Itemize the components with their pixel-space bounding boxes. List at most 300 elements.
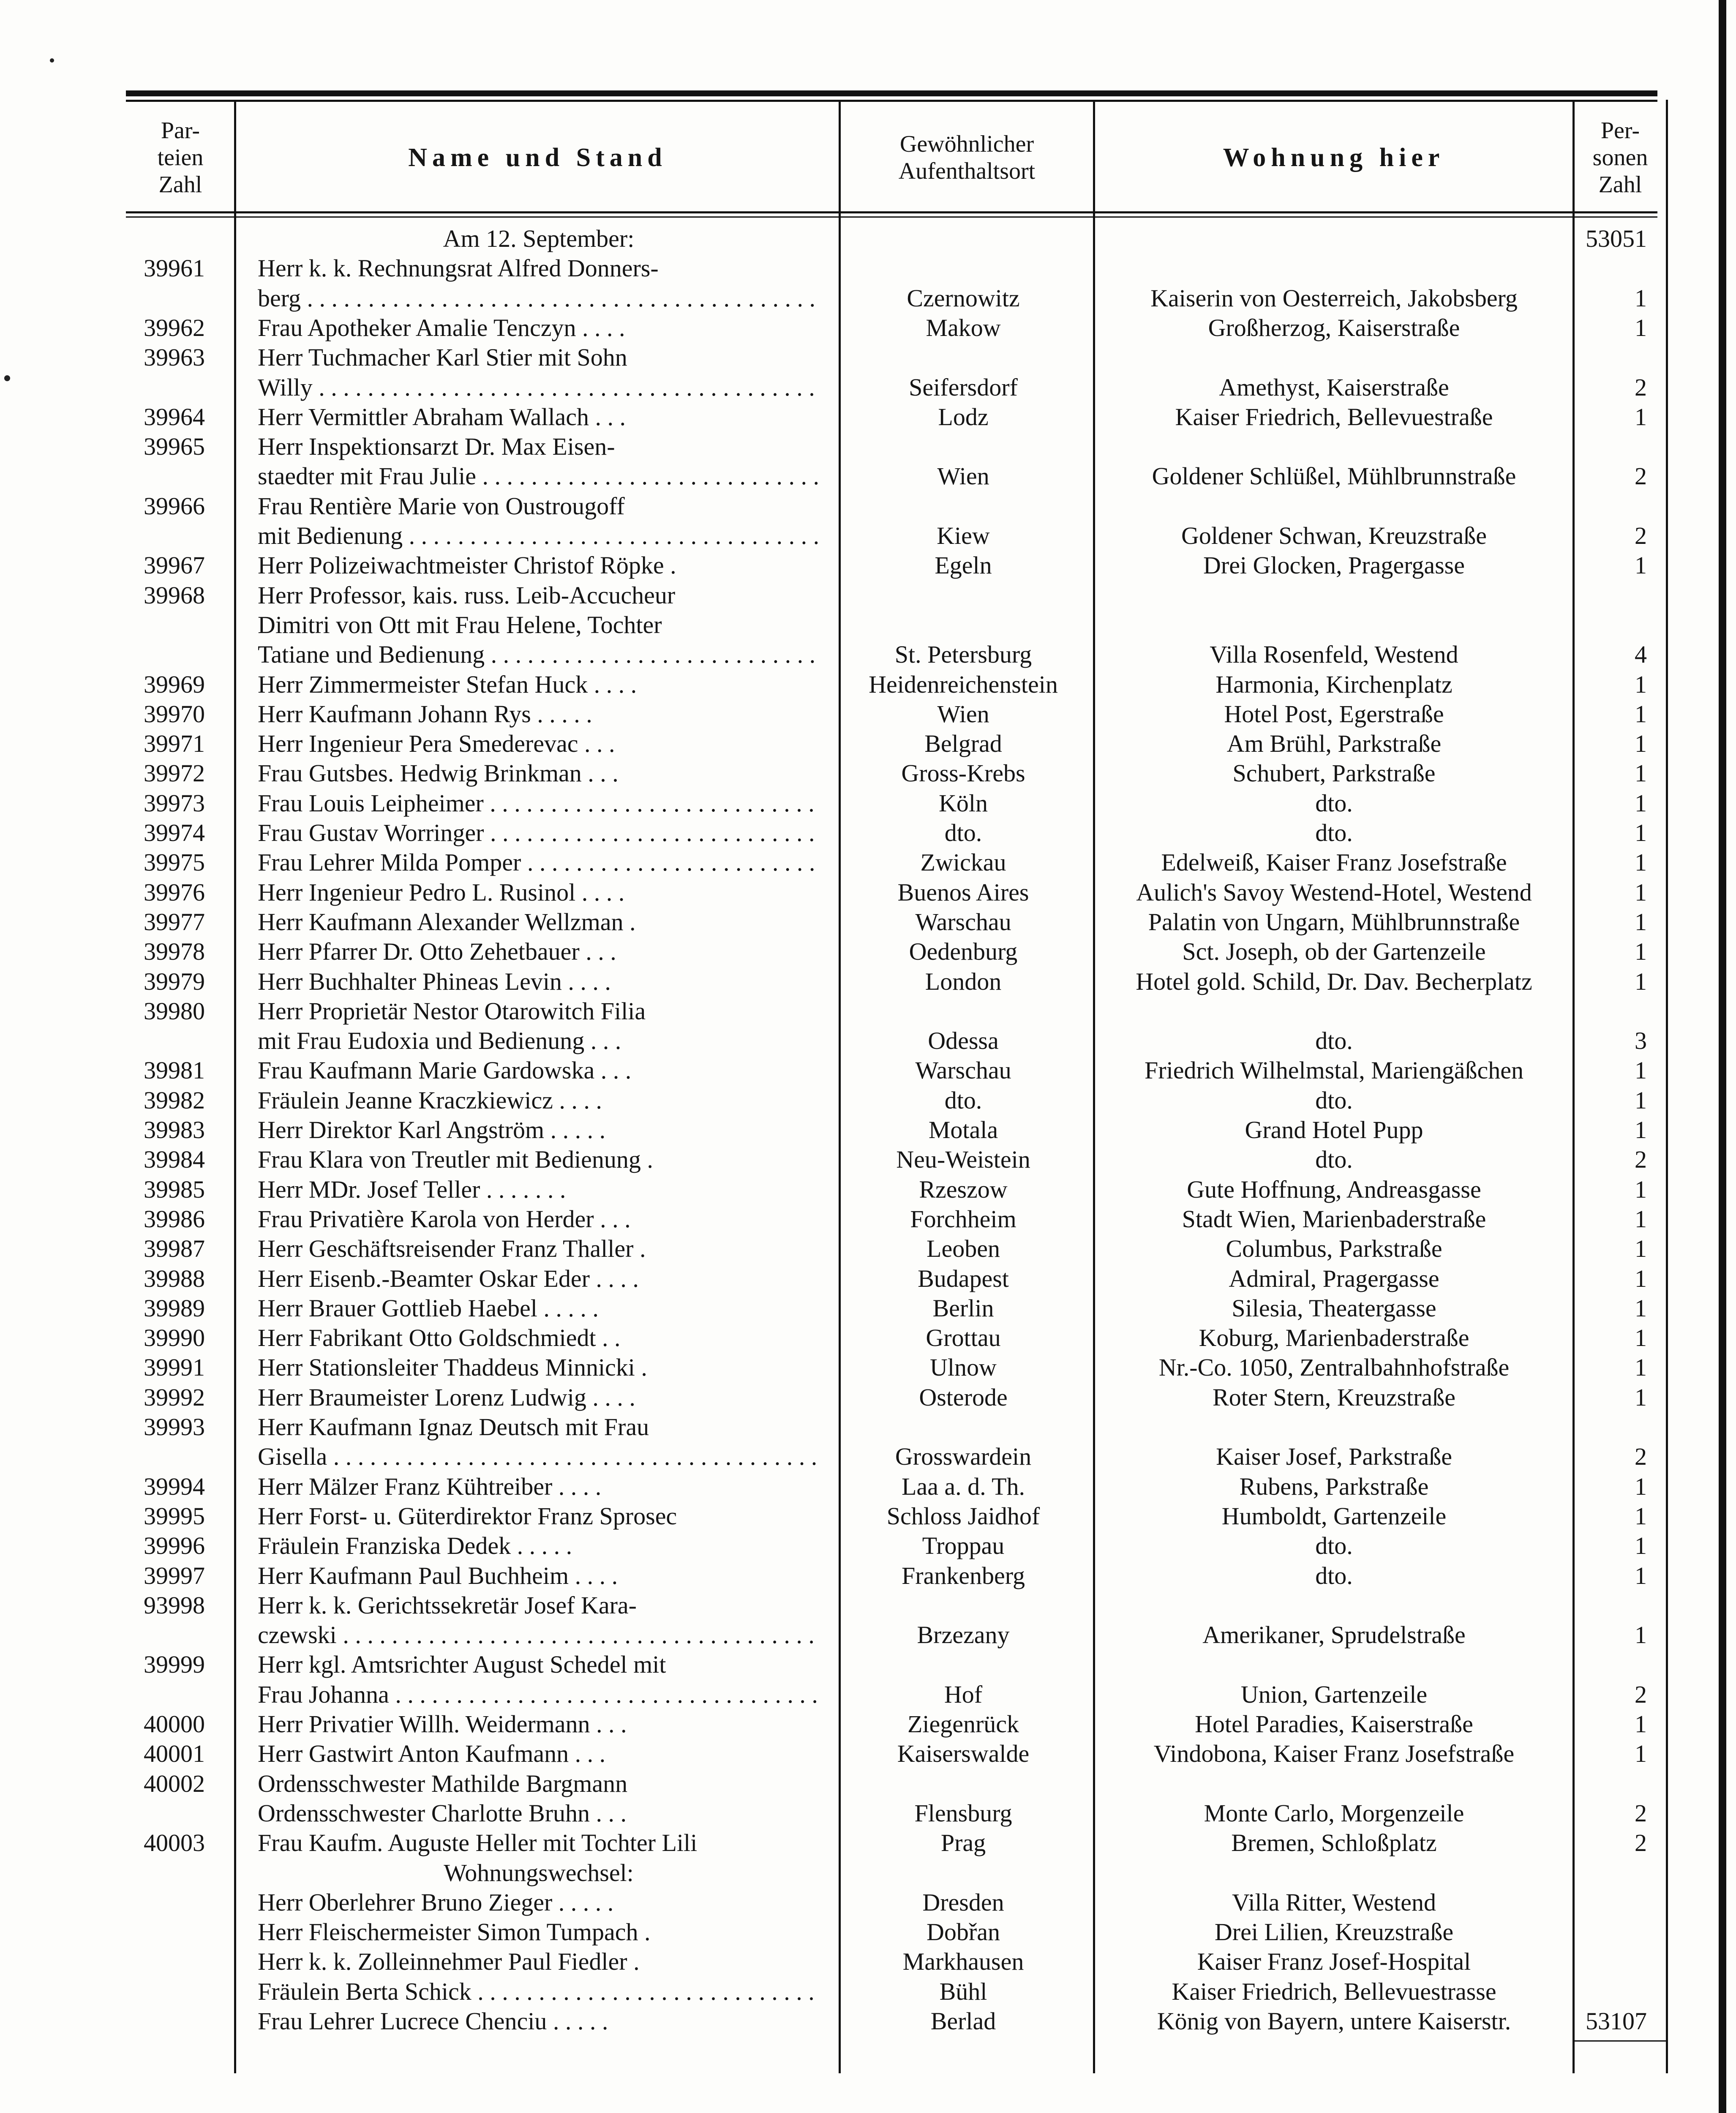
table-row: [0, 759, 1736, 788]
persons-count: 2: [1635, 1681, 1647, 1708]
lodging-address: Koburg, Marienbaderstraße: [1199, 1324, 1469, 1351]
home-town: Ulnow: [930, 1354, 997, 1381]
party-number: 39984: [144, 1146, 205, 1173]
persons-count: 1: [1635, 671, 1647, 698]
guest-name: Herr kgl. Amtsrichter August Schedel mit: [258, 1651, 666, 1678]
table-row: [0, 402, 1736, 432]
table-row: [0, 1531, 1736, 1561]
table-row: [0, 907, 1736, 937]
table-row: [0, 1828, 1736, 1858]
guest-name: czewski . . .: [258, 1620, 820, 1650]
party-number: 39994: [144, 1473, 205, 1500]
lodging-address: Sct. Joseph, ob der Gartenzeile: [1182, 938, 1486, 965]
table-row: [0, 284, 1736, 313]
table-row: [0, 1947, 1736, 1977]
lodging-address: Kaiser Friedrich, Bellevuestrasse: [1172, 1978, 1496, 2005]
persons-count: 1: [1635, 1324, 1647, 1351]
party-number: 39964: [144, 403, 205, 431]
party-number: 39963: [144, 344, 205, 371]
home-town: Egeln: [935, 551, 992, 579]
table-row: [0, 1620, 1736, 1650]
table-row: [0, 967, 1736, 996]
guest-name: Herr Geschäftsreisender Franz Thaller .: [258, 1235, 646, 1262]
table-row: [0, 1026, 1736, 1056]
guest-name: Herr Tuchmacher Karl Stier mit Sohn: [258, 344, 627, 371]
persons-count: 2: [1635, 522, 1647, 549]
home-town: Oedenburg: [909, 938, 1018, 965]
guest-name: Fräulein Franziska Dedek . . . . .: [258, 1532, 572, 1559]
guest-name: Herr k. k. Zolleinnehmer Paul Fiedler .: [258, 1948, 640, 1975]
persons-count: 1: [1635, 849, 1647, 876]
home-town: Forchheim: [910, 1205, 1017, 1233]
home-town: Zwickau: [920, 849, 1006, 876]
guest-name: Frau Johanna . . .: [258, 1680, 820, 1709]
sum-box-top: [1572, 2040, 1668, 2042]
persons-count: 1: [1635, 968, 1647, 995]
persons-count: 1: [1635, 938, 1647, 965]
section-heading: Wohnungswechsel:: [444, 1859, 634, 1886]
persons-count: 2: [1635, 1443, 1647, 1470]
party-number: 39969: [144, 671, 205, 698]
home-town: Berlin: [932, 1294, 994, 1322]
table-row: [0, 1383, 1736, 1412]
home-town: Neu-Weistein: [896, 1146, 1030, 1173]
guest-name: Herr Fabrikant Otto Goldschmiedt . .: [258, 1324, 621, 1351]
persons-count: 4: [1635, 641, 1647, 668]
lodging-address: dto.: [1315, 789, 1353, 817]
top-border-thin: [126, 100, 1657, 102]
table-row: [0, 1472, 1736, 1501]
lodging-address: Aulich's Savoy Westend-Hotel, Westend: [1136, 879, 1532, 906]
persons-count: 2: [1635, 374, 1647, 401]
guest-name: Frau Gustav Worringer . . .: [258, 818, 820, 848]
guest-name: Tatiane und Bedienung . . .: [258, 640, 820, 669]
lodging-address: Villa Rosenfeld, Westend: [1210, 641, 1458, 668]
party-number: 93998: [144, 1592, 205, 1619]
lodging-address: Goldener Schwan, Kreuzstraße: [1181, 522, 1487, 549]
lodging-address: Amethyst, Kaiserstraße: [1219, 374, 1449, 401]
guest-name: Frau Kaufmann Marie Gardowska . . .: [258, 1056, 632, 1084]
party-number: 39985: [144, 1176, 205, 1203]
lodging-address: Edelweiß, Kaiser Franz Josefstraße: [1161, 849, 1507, 876]
guest-name: Gisella . . .: [258, 1442, 820, 1471]
lodging-address: Großherzog, Kaiserstraße: [1208, 314, 1460, 341]
guest-name: Herr Kaufmann Alexander Wellzman .: [258, 908, 636, 936]
section-heading: Am 12. September:: [443, 225, 635, 252]
home-town: Heidenreichenstein: [869, 671, 1058, 698]
guest-name: Dimitri von Ott mit Frau Helene, Tochter: [258, 611, 662, 639]
party-number: 39988: [144, 1265, 205, 1292]
party-number: 39967: [144, 551, 205, 579]
persons-count: 1: [1635, 1562, 1647, 1589]
persons-count: 1: [1635, 1116, 1647, 1144]
home-town: Budapest: [918, 1265, 1009, 1292]
home-town: Prag: [940, 1829, 986, 1856]
party-number: 39962: [144, 314, 205, 341]
guest-name: mit Bedienung . . .: [258, 521, 820, 551]
header-parteien-zahl: Par- teien Zahl: [157, 117, 204, 198]
guest-name: Herr Ingenieur Pera Smederevac . . .: [258, 730, 615, 757]
persons-count: 1: [1635, 879, 1647, 906]
persons-count: 1: [1635, 1294, 1647, 1322]
table-row: [0, 313, 1736, 343]
speck-mark: [50, 58, 54, 63]
persons-count: 2: [1635, 1829, 1647, 1856]
table-row: [0, 2007, 1736, 2036]
header-bottom-rule-2: [126, 216, 1657, 218]
persons-count: 1: [1635, 284, 1647, 312]
table-row: [0, 1888, 1736, 1917]
party-number: 39977: [144, 908, 205, 936]
lodging-address: Columbus, Parkstraße: [1226, 1235, 1442, 1262]
persons-count: 1: [1635, 730, 1647, 757]
home-town: Belgrad: [924, 730, 1002, 757]
guest-name: Herr Kaufmann Ignaz Deutsch mit Frau: [258, 1413, 649, 1441]
lodging-address: Silesia, Theatergasse: [1232, 1294, 1436, 1322]
table-row: [0, 1858, 1736, 1888]
lodging-address: Villa Ritter, Westend: [1232, 1889, 1436, 1916]
table-row: [0, 610, 1736, 640]
lodging-address: dto.: [1315, 1532, 1353, 1559]
table-row: [0, 1412, 1736, 1442]
party-number: 39986: [144, 1205, 205, 1233]
guest-name: staedter mit Frau Julie . . .: [258, 461, 820, 491]
table-row: [0, 1709, 1736, 1739]
home-town: Warschau: [915, 1056, 1011, 1084]
party-number: 39993: [144, 1413, 205, 1441]
lodging-address: Gute Hoffnung, Andreasgasse: [1187, 1176, 1481, 1203]
top-border: [126, 90, 1657, 96]
home-town: dto.: [944, 819, 982, 846]
party-number: 39987: [144, 1235, 205, 1262]
persons-count: 1: [1635, 551, 1647, 579]
home-town: Ziegenrück: [907, 1710, 1019, 1738]
party-number: 39978: [144, 938, 205, 965]
persons-count: 1: [1635, 1384, 1647, 1411]
persons-count: 2: [1635, 1799, 1647, 1827]
table-row: [0, 1115, 1736, 1145]
persons-count: 1: [1635, 1354, 1647, 1381]
home-town: Berlad: [930, 2007, 996, 2035]
guest-name: Herr Brauer Gottlieb Haebel . . . . .: [258, 1294, 599, 1322]
persons-count: 1: [1635, 1473, 1647, 1500]
party-number: 39989: [144, 1294, 205, 1322]
table-row: [0, 1175, 1736, 1204]
lodging-address: Nr.-Co. 1050, Zentralbahnhofstraße: [1158, 1354, 1510, 1381]
lodging-address: dto.: [1315, 1146, 1353, 1173]
header-wohnung-hier: Wohnung hier: [1223, 143, 1445, 172]
persons-count: 3: [1635, 1027, 1647, 1054]
persons-count: 1: [1635, 819, 1647, 846]
party-number: 39975: [144, 849, 205, 876]
guest-name: Herr k. k. Gerichtssekretär Josef Kara-: [258, 1592, 637, 1619]
header-aufenthaltsort: Gewöhnlicher Aufenthaltsort: [898, 131, 1036, 184]
home-town: Bühl: [939, 1978, 987, 2005]
guest-name: Herr Inspektionsarzt Dr. Max Eisen-: [258, 433, 615, 460]
guest-name: Frau Lehrer Lucrece Chenciu . . . . .: [258, 2007, 608, 2035]
lodging-address: Bremen, Schloßplatz: [1231, 1829, 1437, 1856]
header-name-und-stand: Name und Stand: [408, 143, 667, 172]
party-number: 39982: [144, 1087, 205, 1114]
persons-count: 1: [1635, 1265, 1647, 1292]
home-town: Kaiserswalde: [897, 1740, 1030, 1767]
table-row: [0, 699, 1736, 729]
lodging-address: Grand Hotel Pupp: [1245, 1116, 1423, 1144]
lodging-address: Union, Gartenzeile: [1240, 1681, 1428, 1708]
party-number: 39983: [144, 1116, 205, 1144]
guest-name: Herr Privatier Willh. Weidermann . . .: [258, 1710, 627, 1738]
lodging-address: Kaiserin von Oesterreich, Jakobsberg: [1150, 284, 1518, 312]
table-row: [0, 1769, 1736, 1799]
table-row: [0, 878, 1736, 907]
table-row: [0, 1264, 1736, 1294]
table-row: [0, 1442, 1736, 1471]
guest-name: Frau Privatière Karola von Herder . . .: [258, 1205, 631, 1233]
table-row: [0, 818, 1736, 848]
lodging-address: Hotel Paradies, Kaiserstraße: [1195, 1710, 1473, 1738]
table-row: [0, 373, 1736, 402]
lodging-address: König von Bayern, untere Kaiserstr.: [1157, 2007, 1511, 2035]
lodging-address: Drei Glocken, Pragergasse: [1203, 551, 1465, 579]
guest-name: Herr Pfarrer Dr. Otto Zehetbauer . . .: [258, 938, 616, 965]
home-town: Grosswardein: [895, 1443, 1032, 1470]
lodging-address: Humboldt, Gartenzeile: [1221, 1502, 1447, 1530]
party-number: 39992: [144, 1384, 205, 1411]
guest-name: Frau Rentière Marie von Oustrougoff: [258, 492, 625, 520]
table-row: [0, 1056, 1736, 1085]
lodging-address: Friedrich Wilhelmstal, Mariengäßchen: [1145, 1056, 1523, 1084]
table-row: [0, 937, 1736, 966]
party-number: 39974: [144, 819, 205, 846]
party-number: 39961: [144, 254, 205, 282]
party-number: 39972: [144, 759, 205, 787]
persons-count: 1: [1635, 1502, 1647, 1530]
lodging-address: Hotel Post, Egerstraße: [1224, 700, 1444, 728]
home-town: Grottau: [926, 1324, 1001, 1351]
home-town: Odessa: [928, 1027, 999, 1054]
party-number: 39996: [144, 1532, 205, 1559]
persons-count: 1: [1635, 1205, 1647, 1233]
table-row: [0, 789, 1736, 818]
table-row: [0, 1650, 1736, 1679]
party-number: 39965: [144, 433, 205, 460]
guest-name: Herr Zimmermeister Stefan Huck . . . .: [258, 671, 637, 698]
party-number: 39990: [144, 1324, 205, 1351]
table-row: [0, 1977, 1736, 2007]
table-row: [0, 1917, 1736, 1947]
party-number: 39971: [144, 730, 205, 757]
table-row: [0, 1353, 1736, 1382]
guest-name: Frau Klara von Treutler mit Bedienung .: [258, 1146, 653, 1173]
lodging-address: Drei Lilien, Kreuzstraße: [1214, 1918, 1454, 1946]
guest-name: Herr Oberlehrer Bruno Zieger . . . . .: [258, 1889, 614, 1916]
guest-name: Frau Kaufm. Auguste Heller mit Tochter Lili: [258, 1829, 698, 1856]
persons-count: 1: [1635, 908, 1647, 936]
persons-count: 1: [1635, 1235, 1647, 1262]
guest-name: Herr Stationsleiter Thaddeus Minnicki .: [258, 1354, 647, 1381]
guest-name: Herr Polizeiwachtmeister Christof Röpke .: [258, 551, 676, 579]
header-bottom-rule: [126, 211, 1657, 213]
guest-name: Herr Fleischermeister Simon Tumpach .: [258, 1918, 651, 1946]
home-town: dto.: [944, 1087, 982, 1114]
persons-count: 53107: [1586, 2007, 1647, 2035]
guest-name: Herr Proprietär Nestor Otarowitch Filia: [258, 997, 646, 1025]
guest-name: Herr Braumeister Lorenz Ludwig . . . .: [258, 1384, 635, 1411]
party-number: 39991: [144, 1354, 205, 1381]
lodging-address: Palatin von Ungarn, Mühlbrunnstraße: [1148, 908, 1520, 936]
home-town: Troppau: [922, 1532, 1005, 1559]
persons-count: 2: [1635, 1146, 1647, 1173]
home-town: Lodz: [938, 403, 989, 431]
table-row: [0, 432, 1736, 461]
lodging-address: dto.: [1315, 1027, 1353, 1054]
table-row: [0, 1591, 1736, 1620]
home-town: Schloss Jaidhof: [886, 1502, 1040, 1530]
lodging-address: Kaiser Josef, Parkstraße: [1216, 1443, 1452, 1470]
home-town: Laa a. d. Th.: [901, 1473, 1025, 1500]
persons-count: 2: [1635, 462, 1647, 490]
header-personen-zahl: Per- sonen Zahl: [1592, 117, 1648, 198]
table-row: [0, 848, 1736, 877]
table-row: [0, 491, 1736, 521]
persons-count: 1: [1635, 1532, 1647, 1559]
table-row: [0, 1145, 1736, 1174]
persons-count: 1: [1635, 1621, 1647, 1649]
party-number: 39981: [144, 1056, 205, 1084]
table-row: [0, 551, 1736, 580]
table-row: [0, 1561, 1736, 1591]
persons-count: 1: [1635, 1740, 1647, 1767]
lodging-address: Schubert, Parkstraße: [1232, 759, 1436, 787]
guest-name: Herr Gastwirt Anton Kaufmann . . .: [258, 1740, 606, 1767]
party-number: 39966: [144, 492, 205, 520]
table-row: [0, 1204, 1736, 1234]
home-town: Makow: [926, 314, 1001, 341]
table-row: [0, 670, 1736, 699]
guest-name: Frau Lehrer Milda Pomper . . .: [258, 848, 820, 877]
persons-count: 1: [1635, 1056, 1647, 1084]
home-town: Wien: [937, 700, 989, 728]
home-town: Köln: [939, 789, 988, 817]
lodging-address: Goldener Schlüßel, Mühlbrunnstraße: [1152, 462, 1516, 490]
party-number: 40002: [144, 1770, 205, 1797]
guest-name: Herr Ingenieur Pedro L. Rusinol . . . .: [258, 879, 625, 906]
home-town: Motala: [928, 1116, 998, 1144]
lodging-address: Am Brühl, Parkstraße: [1226, 730, 1442, 757]
guest-name: Frau Gutsbes. Hedwig Brinkman . . .: [258, 759, 619, 787]
lodging-address: dto.: [1315, 819, 1353, 846]
guest-name: Herr Eisenb.-Beamter Oskar Eder . . . .: [258, 1265, 639, 1292]
party-number: 39999: [144, 1651, 205, 1678]
guest-name: Frau Louis Leipheimer . . .: [258, 789, 820, 818]
table-row: [0, 581, 1736, 610]
lodging-address: Kaiser Franz Josef-Hospital: [1197, 1948, 1471, 1975]
party-number: 39970: [144, 700, 205, 728]
table-row: [0, 254, 1736, 283]
home-town: Wien: [937, 462, 989, 490]
table-row: [0, 1739, 1736, 1769]
lodging-address: dto.: [1315, 1087, 1353, 1114]
guest-name: Fräulein Jeanne Kraczkiewicz . . . .: [258, 1087, 602, 1114]
table-row: [0, 1086, 1736, 1115]
home-town: Dobřan: [927, 1918, 1000, 1946]
persons-count: 1: [1635, 759, 1647, 787]
party-number: 39979: [144, 968, 205, 995]
home-town: Dresden: [922, 1889, 1004, 1916]
guest-name: Herr k. k. Rechnungsrat Alfred Donners-: [258, 254, 659, 282]
guest-name: Ordensschwester Mathilde Bargmann: [258, 1770, 628, 1797]
table-row: [0, 996, 1736, 1026]
guest-name: Herr Buchhalter Phineas Levin . . . .: [258, 968, 611, 995]
persons-count: 1: [1635, 1176, 1647, 1203]
table-row: [0, 343, 1736, 372]
guest-name: Herr MDr. Josef Teller . . . . . . .: [258, 1176, 566, 1203]
lodging-address: Kaiser Friedrich, Bellevuestraße: [1175, 403, 1493, 431]
table-row: [0, 521, 1736, 551]
lodging-address: Hotel gold. Schild, Dr. Dav. Becherplatz: [1136, 968, 1532, 995]
party-number: 39997: [144, 1562, 205, 1589]
lodging-address: Rubens, Parkstraße: [1239, 1473, 1429, 1500]
home-town: Warschau: [915, 908, 1011, 936]
home-town: Leoben: [927, 1235, 1000, 1262]
guest-name: Ordensschwester Charlotte Bruhn . . .: [258, 1799, 627, 1827]
lodging-address: Harmonia, Kirchenplatz: [1215, 671, 1453, 698]
guest-name: Herr Mälzer Franz Kühtreiber . . . .: [258, 1473, 602, 1500]
guest-name: Frau Apotheker Amalie Tenczyn . . . .: [258, 314, 625, 341]
guest-name: Willy . . .: [258, 373, 820, 402]
lodging-address: Monte Carlo, Morgenzeile: [1204, 1799, 1464, 1827]
lodging-address: Vindobona, Kaiser Franz Josefstraße: [1153, 1740, 1515, 1767]
table-row: [0, 1234, 1736, 1264]
home-town: Seifersdorf: [909, 374, 1018, 401]
home-town: Osterode: [919, 1384, 1008, 1411]
lodging-address: Roter Stern, Kreuzstraße: [1213, 1384, 1455, 1411]
persons-count: 1: [1635, 403, 1647, 431]
persons-count: 1: [1635, 789, 1647, 817]
home-town: Czernowitz: [907, 284, 1020, 312]
persons-count: 53051: [1586, 225, 1647, 252]
guest-name: Herr Direktor Karl Angström . . . . .: [258, 1116, 606, 1144]
home-town: Frankenberg: [901, 1562, 1025, 1589]
party-number: 40001: [144, 1740, 205, 1767]
party-number: 39968: [144, 581, 205, 609]
party-number: 40000: [144, 1710, 205, 1738]
party-number: 39976: [144, 879, 205, 906]
home-town: Brzezany: [917, 1621, 1010, 1649]
guest-name: Herr Kaufmann Johann Rys . . . . .: [258, 700, 592, 728]
home-town: Markhausen: [902, 1948, 1024, 1975]
guest-name: Herr Professor, kais. russ. Leib-Accucheur: [258, 581, 676, 609]
guest-name: Fräulein Berta Schick . . .: [258, 1977, 820, 2007]
guest-name: Herr Vermittler Abraham Wallach . . .: [258, 403, 626, 431]
home-town: Buenos Aires: [897, 879, 1029, 906]
home-town: Flensburg: [914, 1799, 1012, 1827]
party-number: 39980: [144, 997, 205, 1025]
guest-name: Herr Kaufmann Paul Buchheim . . . .: [258, 1562, 618, 1589]
home-town: Hof: [944, 1681, 983, 1708]
guest-name: mit Frau Eudoxia und Bedienung . . .: [258, 1027, 621, 1054]
home-town: St. Petersburg: [894, 641, 1032, 668]
table-row: [0, 640, 1736, 669]
party-number: 39973: [144, 789, 205, 817]
party-number: 39995: [144, 1502, 205, 1530]
table-row: [0, 1294, 1736, 1323]
lodging-address: dto.: [1315, 1562, 1353, 1589]
table-row: [0, 1323, 1736, 1353]
home-town: Kiew: [937, 522, 990, 549]
home-town: Rzeszow: [919, 1176, 1008, 1203]
persons-count: 1: [1635, 1710, 1647, 1738]
